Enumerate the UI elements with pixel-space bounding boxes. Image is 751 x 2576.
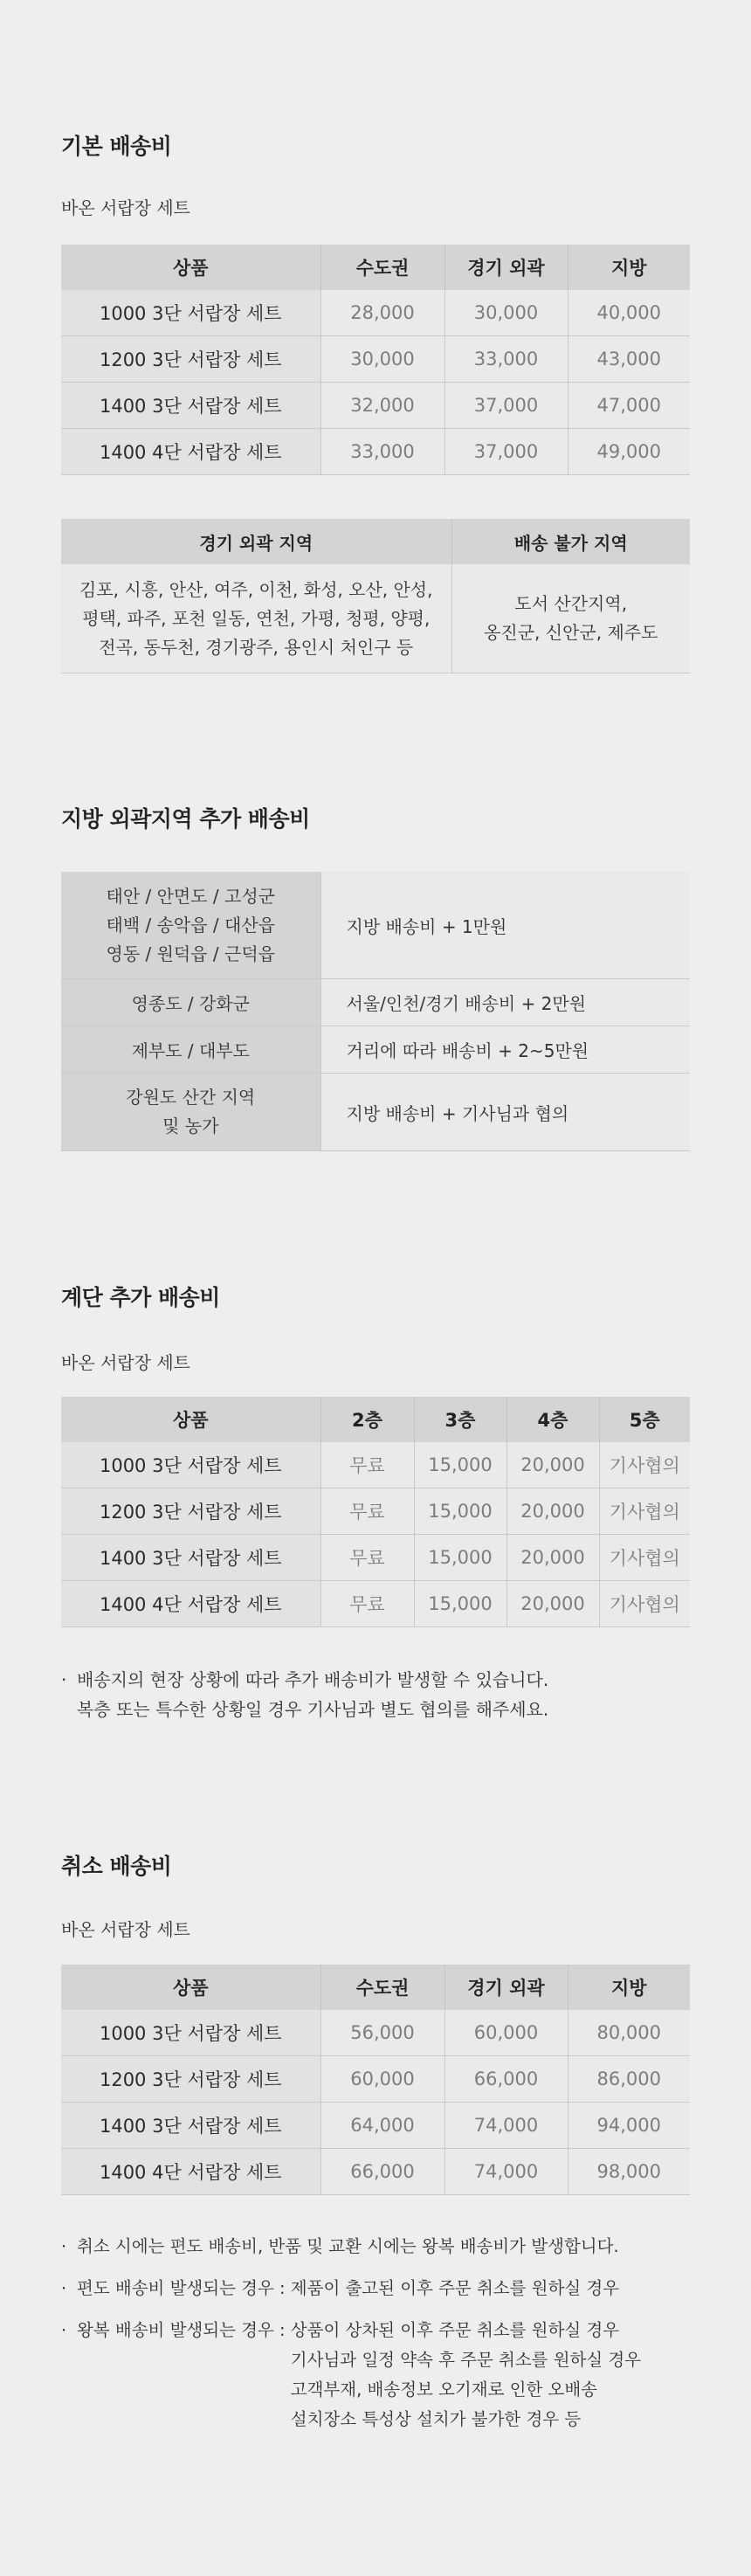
rural-table-wrap xyxy=(61,872,690,1151)
price-cell: 37,000 xyxy=(444,429,568,475)
price-cell: 33,000 xyxy=(320,429,444,475)
table-row xyxy=(61,2010,690,2056)
price-cell: 56,000 xyxy=(320,2010,444,2056)
product-cell: 1000 3단 서랍장 세트 xyxy=(61,2010,320,2056)
unavailable-region-list: 도서 산간지역, 옹진군, 신안군, 제주도 xyxy=(451,564,690,673)
col-header: 상품 xyxy=(61,1965,320,2010)
fee-cell: 15,000 xyxy=(414,1442,506,1488)
table-row xyxy=(61,979,690,1026)
stairs-subtitle-wrap xyxy=(61,1349,690,1374)
one-way-fee-label: · 편도 배송비 발생되는 경우 : xyxy=(77,2278,291,2298)
product-cell: 1000 3단 서랍장 세트 xyxy=(61,1442,320,1488)
fee-cell: 무료 xyxy=(320,1442,414,1488)
col-header: 상품 xyxy=(61,245,320,290)
region-table-wrap xyxy=(61,519,690,673)
fee-cell: 기사협의 xyxy=(599,1488,690,1535)
fee-cell: 15,000 xyxy=(414,1488,506,1535)
product-cell: 1400 3단 서랍장 세트 xyxy=(61,1535,320,1581)
stairs-note xyxy=(61,1665,690,1724)
rural-shipping-section xyxy=(61,802,690,833)
table-row xyxy=(61,1026,690,1074)
fee-cell: 서울/인천/경기 배송비 + 2만원 xyxy=(320,979,690,1026)
stairs-shipping-section xyxy=(61,1281,690,1312)
table-row xyxy=(61,429,690,475)
table-header-row xyxy=(61,245,690,290)
price-cell: 43,000 xyxy=(568,336,690,383)
fee-cell: 20,000 xyxy=(506,1442,599,1488)
product-cell: 1200 3단 서랍장 세트 xyxy=(61,1488,320,1535)
stairs-note-line2: 복층 또는 특수한 상황일 경우 기사님과 별도 협의를 해주세요. xyxy=(77,1699,549,1720)
fee-cell: 기사협의 xyxy=(599,1581,690,1627)
fee-cell: 20,000 xyxy=(506,1535,599,1581)
cancel-shipping-title: 취소 배송비 xyxy=(61,1854,172,1879)
cancel-subtitle: 바온 서랍장 세트 xyxy=(61,1919,190,1940)
cancel-note-1: · 취소 시에는 편도 배송비, 반품 및 교환 시에는 왕복 배송비가 발생합니다. xyxy=(61,2232,690,2262)
price-cell: 40,000 xyxy=(568,290,690,336)
table-row xyxy=(61,383,690,429)
table-header-row xyxy=(61,1965,690,2010)
price-cell: 60,000 xyxy=(444,2010,568,2056)
product-cell: 1400 4단 서랍장 세트 xyxy=(61,429,320,475)
table-header-row xyxy=(61,1397,690,1442)
round-trip-fee-cases xyxy=(291,2316,641,2434)
price-cell: 49,000 xyxy=(568,429,690,475)
stairs-note-line1: · 배송지의 현장 상황에 따라 추가 배송비가 발생할 수 있습니다. xyxy=(61,1665,690,1695)
col-header: 경기 외곽 지역 xyxy=(61,519,451,564)
price-cell: 94,000 xyxy=(568,2103,690,2149)
rural-shipping-title: 지방 외곽지역 추가 배송비 xyxy=(61,806,310,832)
table-row xyxy=(61,1535,690,1581)
round-trip-case: 기사님과 일정 약속 후 주문 취소를 원하실 경우 xyxy=(290,2350,642,2370)
fee-cell: 거리에 따라 배송비 + 2~5만원 xyxy=(320,1026,690,1074)
price-cell: 30,000 xyxy=(444,290,568,336)
basic-subtitle: 바온 서랍장 세트 xyxy=(61,197,190,218)
product-cell: 1400 4단 서랍장 세트 xyxy=(61,1581,320,1627)
outskirts-region-list: 김포, 시흥, 안산, 여주, 이천, 화성, 오산, 안성, 평택, 파주, 포천 일동, 연천, 가평, 청평, 양평, 전곡, 동두천, 경기광주, 용인시 처인구 등 xyxy=(61,564,451,673)
col-header: 경기 외곽 xyxy=(444,1965,568,2010)
price-cell: 37,000 xyxy=(444,383,568,429)
product-cell: 1400 3단 서랍장 세트 xyxy=(61,2103,320,2149)
product-cell: 1000 3단 서랍장 세트 xyxy=(61,290,320,336)
price-cell: 66,000 xyxy=(320,2149,444,2195)
table-row xyxy=(61,336,690,383)
table-row xyxy=(61,2149,690,2195)
col-header: 수도권 xyxy=(320,1965,444,2010)
table-row xyxy=(61,1442,690,1488)
round-trip-case: 설치장소 특성상 설치가 불가한 경우 등 xyxy=(290,2409,582,2429)
fee-cell: 15,000 xyxy=(414,1535,506,1581)
price-cell: 98,000 xyxy=(568,2149,690,2195)
region-table xyxy=(61,519,690,673)
price-cell: 74,000 xyxy=(444,2103,568,2149)
cancel-table-wrap xyxy=(61,1965,690,2195)
fee-cell: 기사협의 xyxy=(599,1535,690,1581)
col-header: 지방 xyxy=(568,245,690,290)
fee-cell: 20,000 xyxy=(506,1581,599,1627)
region-cell: 태안 / 안면도 / 고성군 태백 / 송악읍 / 대산읍 영동 / 원덕읍 / 근덕읍 xyxy=(61,872,320,979)
fee-cell: 무료 xyxy=(320,1488,414,1535)
price-cell: 30,000 xyxy=(320,336,444,383)
cancel-shipping-section xyxy=(61,1849,690,1881)
product-cell: 1400 3단 서랍장 세트 xyxy=(61,383,320,429)
col-header: 경기 외곽 xyxy=(444,245,568,290)
col-header: 지방 xyxy=(568,1965,690,2010)
table-row xyxy=(61,1074,690,1151)
product-cell: 1200 3단 서랍장 세트 xyxy=(61,336,320,383)
stairs-shipping-title: 계단 추가 배송비 xyxy=(61,1285,220,1310)
table-row xyxy=(61,1581,690,1627)
table-row xyxy=(61,1488,690,1535)
col-header: 5층 xyxy=(599,1397,690,1442)
stairs-subtitle: 바온 서랍장 세트 xyxy=(61,1352,190,1373)
basic-shipping-section xyxy=(61,129,690,161)
price-cell: 66,000 xyxy=(444,2056,568,2103)
region-cell: 영종도 / 강화군 xyxy=(61,979,320,1026)
product-cell: 1400 4단 서랍장 세트 xyxy=(61,2149,320,2195)
fee-cell: 무료 xyxy=(320,1581,414,1627)
price-cell: 86,000 xyxy=(568,2056,690,2103)
price-cell: 28,000 xyxy=(320,290,444,336)
price-cell: 64,000 xyxy=(320,2103,444,2149)
price-cell: 60,000 xyxy=(320,2056,444,2103)
basic-subtitle-wrap xyxy=(61,194,690,219)
table-header-row xyxy=(61,519,690,564)
basic-shipping-title: 기본 배송비 xyxy=(61,134,172,159)
price-cell: 74,000 xyxy=(444,2149,568,2195)
price-cell: 32,000 xyxy=(320,383,444,429)
table-row xyxy=(61,290,690,336)
col-header: 수도권 xyxy=(320,245,444,290)
table-row xyxy=(61,564,690,673)
col-header: 4층 xyxy=(506,1397,599,1442)
fee-cell: 지방 배송비 + 1만원 xyxy=(320,872,690,979)
cancel-note-3 xyxy=(61,2316,690,2434)
basic-price-table-wrap xyxy=(61,245,690,475)
basic-price-table xyxy=(61,245,690,475)
col-header: 상품 xyxy=(61,1397,320,1442)
rural-fee-table xyxy=(61,872,690,1151)
price-cell: 80,000 xyxy=(568,2010,690,2056)
col-header: 배송 불가 지역 xyxy=(451,519,690,564)
product-cell: 1200 3단 서랍장 세트 xyxy=(61,2056,320,2103)
table-row xyxy=(61,872,690,979)
fee-cell: 기사협의 xyxy=(599,1442,690,1488)
fee-cell: 15,000 xyxy=(414,1581,506,1627)
fee-cell: 무료 xyxy=(320,1535,414,1581)
stairs-table-wrap xyxy=(61,1397,690,1627)
fee-cell: 지방 배송비 + 기사님과 협의 xyxy=(320,1074,690,1151)
fee-cell: 20,000 xyxy=(506,1488,599,1535)
price-cell: 47,000 xyxy=(568,383,690,429)
stairs-fee-table xyxy=(61,1397,690,1627)
cancel-subtitle-wrap xyxy=(61,1916,690,1941)
round-trip-case: 상품이 상차된 이후 주문 취소를 원하실 경우 xyxy=(290,2320,620,2340)
region-cell: 제부도 / 대부도 xyxy=(61,1026,320,1074)
table-row xyxy=(61,2103,690,2149)
table-row xyxy=(61,2056,690,2103)
col-header: 3층 xyxy=(414,1397,506,1442)
round-trip-fee-label: · 왕복 배송비 발생되는 경우 : xyxy=(77,2320,291,2340)
col-header: 2층 xyxy=(320,1397,414,1442)
region-cell: 강원도 산간 지역 및 농가 xyxy=(61,1074,320,1151)
one-way-fee-case: 제품이 출고된 이후 주문 취소를 원하실 경우 xyxy=(290,2278,620,2298)
cancel-note-2 xyxy=(61,2274,690,2303)
round-trip-case: 고객부재, 배송정보 오기재로 인한 오배송 xyxy=(290,2379,598,2400)
cancel-notes xyxy=(61,2232,690,2434)
cancel-fee-table xyxy=(61,1965,690,2195)
price-cell: 33,000 xyxy=(444,336,568,383)
